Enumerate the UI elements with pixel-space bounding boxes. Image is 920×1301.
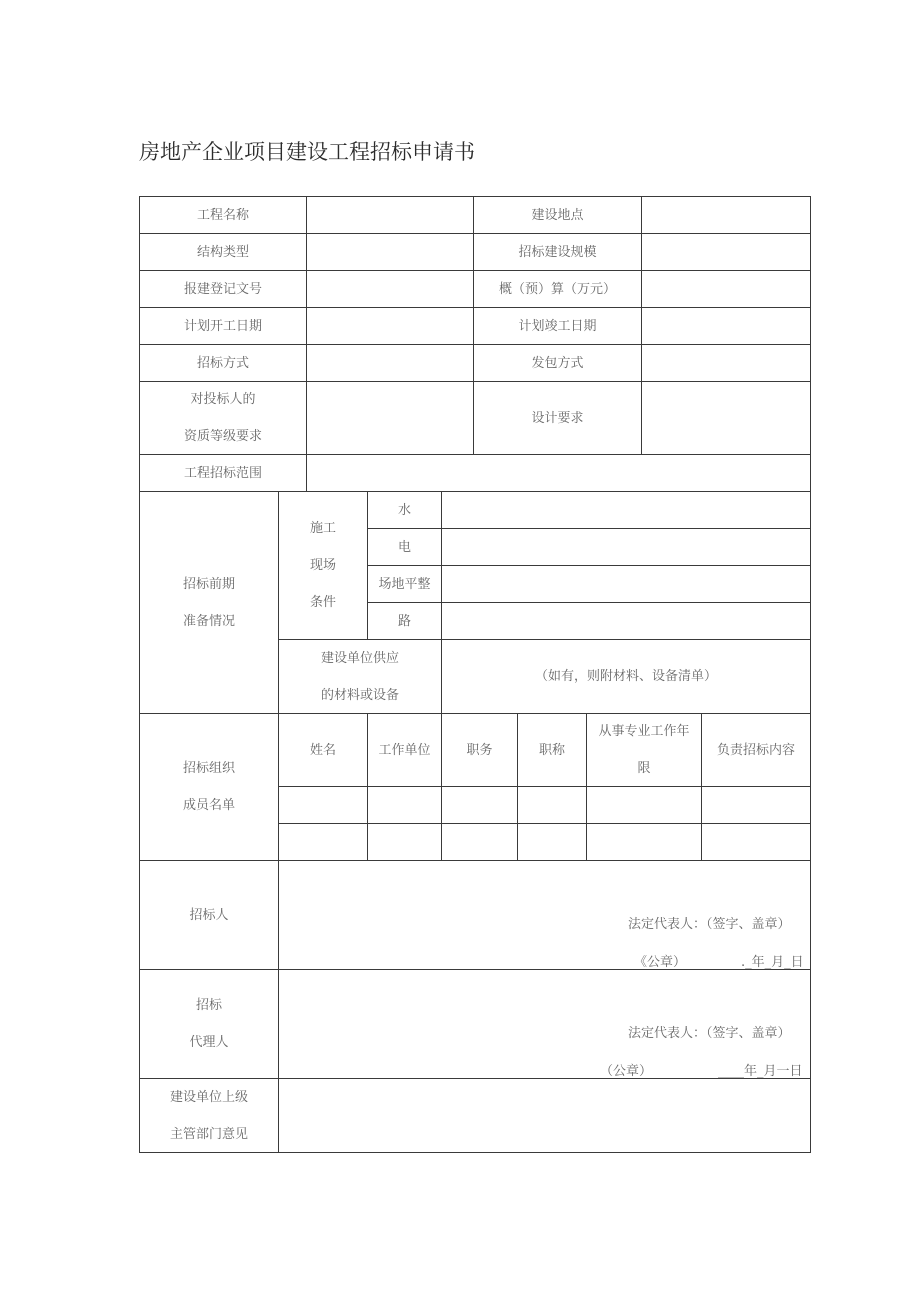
tenderer-seal: 《公章）	[634, 955, 687, 970]
field-construction-site[interactable]	[641, 196, 811, 234]
label-contract-method: 发包方式	[473, 344, 642, 382]
field-bid-scope[interactable]	[306, 454, 811, 492]
header-duty: 职务	[441, 713, 518, 787]
label-planned-start: 计划开工日期	[139, 307, 307, 345]
member-row-1-name[interactable]	[278, 786, 368, 824]
agent-legal-rep: 法定代表人：（签字、盖章）	[628, 1026, 791, 1041]
field-superior-opinion[interactable]	[278, 1078, 811, 1153]
label-site-leveling: 场地平整	[367, 565, 442, 603]
member-row-2-duty[interactable]	[441, 823, 518, 861]
field-road[interactable]	[441, 602, 811, 640]
field-owner-supply[interactable]: （如有，则附材料、设备清单）	[441, 639, 811, 714]
label-bid-scope: 工程招标范围	[139, 454, 307, 492]
member-row-2-years[interactable]	[586, 823, 702, 861]
label-planned-completion: 计划竣工日期	[473, 307, 642, 345]
member-row-2-name[interactable]	[278, 823, 368, 861]
tenderer-legal-rep: 法定代表人：（签字、盖章）	[628, 917, 791, 932]
label-construction-site: 建设地点	[473, 196, 642, 234]
member-row-2-content[interactable]	[701, 823, 811, 861]
member-row-2-unit[interactable]	[367, 823, 442, 861]
field-project-name[interactable]	[306, 196, 474, 234]
tenderer-date: ._年_月_日	[741, 955, 804, 970]
member-row-1-content[interactable]	[701, 786, 811, 824]
field-structure-type[interactable]	[306, 233, 474, 271]
member-row-1-unit[interactable]	[367, 786, 442, 824]
label-owner-supply: 建设单位供应 的材料或设备	[278, 639, 442, 714]
label-project-name: 工程名称	[139, 196, 307, 234]
field-site-leveling[interactable]	[441, 565, 811, 603]
label-water: 水	[367, 491, 442, 529]
field-design-requirement[interactable]	[641, 381, 811, 455]
field-power[interactable]	[441, 528, 811, 566]
label-bid-method: 招标方式	[139, 344, 307, 382]
member-row-1-title[interactable]	[517, 786, 587, 824]
label-preparation: 招标前期 准备情况	[139, 491, 279, 714]
member-row-2-title[interactable]	[517, 823, 587, 861]
label-registration-no: 报建登记文号	[139, 270, 307, 308]
field-bid-scale[interactable]	[641, 233, 811, 271]
label-tenderer: 招标人	[139, 860, 279, 970]
header-work-unit: 工作单位	[367, 713, 442, 787]
header-years: 从事专业工作年 限	[586, 713, 702, 787]
field-water[interactable]	[441, 491, 811, 529]
label-design-requirement: 设计要求	[473, 381, 642, 455]
label-org-members: 招标组织 成员名单	[139, 713, 279, 861]
label-power: 电	[367, 528, 442, 566]
member-row-1-years[interactable]	[586, 786, 702, 824]
field-planned-start[interactable]	[306, 307, 474, 345]
label-bid-scale: 招标建设规模	[473, 233, 642, 271]
label-structure-type: 结构类型	[139, 233, 307, 271]
label-road: 路	[367, 602, 442, 640]
field-bid-method[interactable]	[306, 344, 474, 382]
field-budget[interactable]	[641, 270, 811, 308]
label-site-conditions: 施工 现场 条件	[278, 491, 368, 640]
field-bidder-qualification[interactable]	[306, 381, 474, 455]
label-budget: 概（预）算（万元）	[473, 270, 642, 308]
field-registration-no[interactable]	[306, 270, 474, 308]
header-name: 姓名	[278, 713, 368, 787]
label-agent: 招标 代理人	[139, 969, 279, 1079]
header-content: 负责招标内容	[701, 713, 811, 787]
agent-seal: （公章）	[600, 1064, 653, 1079]
field-planned-completion[interactable]	[641, 307, 811, 345]
label-superior-opinion: 建设单位上级 主管部门意见	[139, 1078, 279, 1153]
page-title: 房地产企业项目建设工程招标申请书	[139, 140, 475, 164]
label-bidder-qualification: 对投标人的 资质等级要求	[139, 381, 307, 455]
member-row-1-duty[interactable]	[441, 786, 518, 824]
agent-date: ____年_月一日	[718, 1064, 803, 1079]
field-contract-method[interactable]	[641, 344, 811, 382]
header-title: 职称	[517, 713, 587, 787]
